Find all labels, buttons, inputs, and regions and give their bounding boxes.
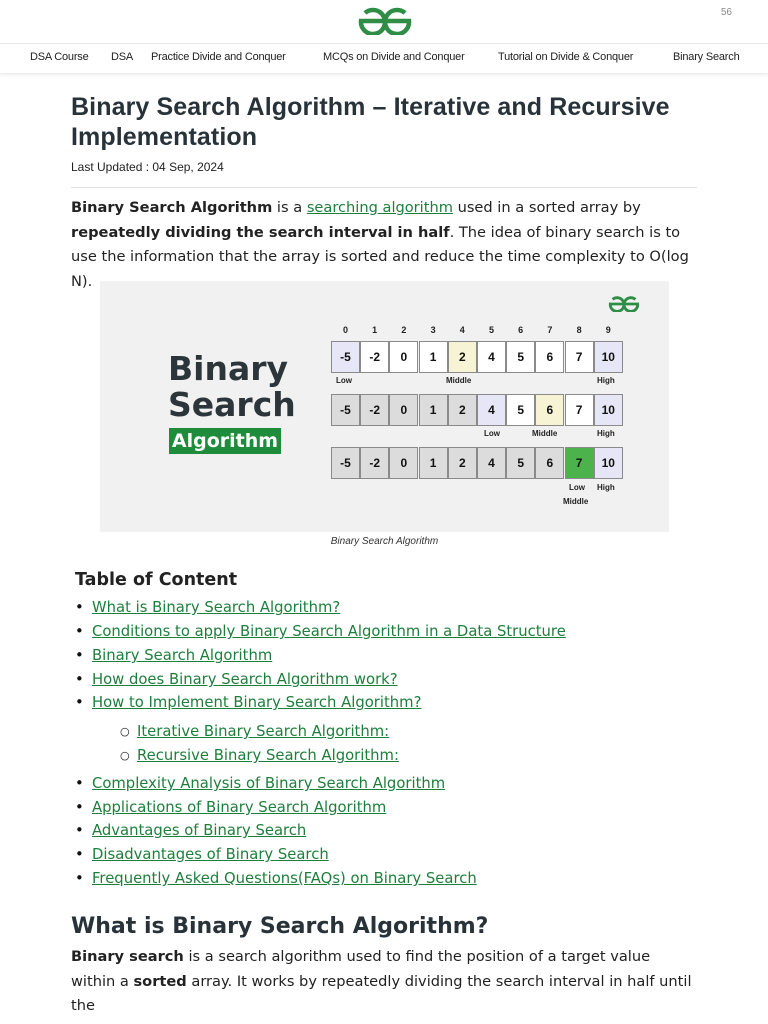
array-cell: 4: [477, 447, 506, 479]
array-cell: 7: [565, 341, 594, 373]
array-index: 8: [576, 325, 582, 335]
gfg-logo-icon: [608, 296, 640, 312]
toc-link-label: Binary Search Algorithm: [92, 647, 273, 664]
figure-word-binary: Binary: [168, 349, 289, 388]
array-cell: 5: [506, 447, 535, 479]
array-cell: 0: [389, 394, 418, 426]
page-title: Binary Search Algorithm – Iterative and Recursive Implementation: [71, 93, 670, 151]
toc-sublink[interactable]: [120, 747, 399, 764]
pointer-label: Low: [484, 429, 500, 438]
array-cell: 1: [419, 394, 448, 426]
array-cell: 0: [389, 341, 418, 373]
array-cell: -5: [331, 394, 360, 426]
toc-link[interactable]: [75, 599, 341, 616]
intro-text: . The idea of binary search is to use the information that the array is sorted and reduce the time complexity to O(log N).: [71, 223, 689, 290]
intro-text: is a: [272, 199, 307, 216]
divider: [71, 187, 697, 188]
array-cell: 0: [389, 447, 418, 479]
toc-link[interactable]: [75, 799, 387, 816]
gfg-logo-icon[interactable]: [357, 7, 413, 35]
intro-bold-term: Binary Search Algorithm: [71, 199, 273, 216]
searching-algorithm-link[interactable]: searching algorithm: [306, 199, 453, 216]
array-index: 2: [401, 325, 407, 335]
toc-link-label: How to Implement Binary Search Algorithm?: [92, 694, 422, 711]
nav-item-mcqs-divide-conquer[interactable]: MCQs on Divide and Conquer: [323, 51, 465, 63]
toc-link-label: Advantages of Binary Search: [92, 822, 307, 839]
array-index: 4: [459, 325, 465, 335]
nav-item-tutorial-divide-conquer[interactable]: Tutorial on Divide & Conquer: [498, 51, 634, 63]
bullet-icon: •: [75, 822, 84, 839]
toc-link-label: Complexity Analysis of Binary Search Algorithm: [92, 775, 446, 792]
array-index: 3: [430, 325, 436, 335]
nav-item-dsa-course[interactable]: DSA Course: [30, 51, 89, 63]
array-cell: -2: [360, 447, 389, 479]
pointer-label: Low: [569, 483, 585, 492]
array-cell: 10: [594, 341, 623, 373]
notification-count: 56: [720, 7, 732, 18]
toc-sublink[interactable]: [120, 723, 390, 740]
toc-link[interactable]: [75, 694, 422, 711]
pointer-label: Middle: [446, 376, 472, 385]
pointer-label: Low: [336, 376, 352, 385]
figure-caption: Binary Search Algorithm: [330, 536, 439, 547]
bullet-icon: •: [75, 775, 84, 792]
toc-link-label: Applications of Binary Search Algorithm: [92, 799, 387, 816]
toc-link[interactable]: [75, 846, 329, 863]
array-cell: 6: [535, 394, 564, 426]
array-index: 5: [488, 325, 494, 335]
bullet-icon: •: [75, 623, 84, 640]
section-text: is a search algorithm used to find the position of a target value within a: [71, 948, 651, 990]
array-cell: 4: [477, 341, 506, 373]
section-bold-sorted: sorted: [133, 972, 187, 990]
pointer-label: Middle: [563, 497, 589, 506]
bullet-icon: •: [75, 846, 84, 863]
bullet-icon: •: [75, 671, 84, 688]
pointer-label: Middle: [532, 429, 558, 438]
figure-badge-algorithm: Algorithm: [169, 428, 281, 454]
toc-link-label: Iterative Binary Search Algorithm:: [137, 723, 390, 740]
array-cell: 5: [506, 394, 535, 426]
toc-link-label: Disadvantages of Binary Search: [92, 846, 329, 863]
array-cell: -2: [360, 341, 389, 373]
section-text: array. It works by repeatedly dividing the search interval in half until the: [71, 972, 692, 1014]
toc-link[interactable]: [75, 647, 273, 664]
pointer-label: High: [597, 483, 615, 492]
array-cell: 2: [448, 394, 477, 426]
toc-link[interactable]: [75, 870, 477, 887]
toc-link-label: What is Binary Search Algorithm?: [92, 599, 341, 616]
toc-title: Table of Content: [75, 570, 238, 590]
array-cell: 1: [419, 341, 448, 373]
section-heading: What is Binary Search Algorithm?: [71, 914, 489, 939]
binary-search-figure: [100, 281, 669, 532]
top-header: [0, 0, 768, 43]
array-cell: -5: [331, 341, 360, 373]
bullet-icon: •: [75, 799, 84, 816]
bullet-icon: •: [75, 694, 84, 711]
nav-item-binary-search[interactable]: Binary Search: [673, 51, 740, 63]
array-cell: 4: [477, 394, 506, 426]
ring-bullet-icon: ○: [120, 749, 130, 762]
pointer-label: High: [597, 376, 615, 385]
array-index: 0: [342, 325, 348, 335]
array-index: 6: [518, 325, 524, 335]
pointer-label: High: [597, 429, 615, 438]
intro-bold-phrase: repeatedly dividing the search interval in half: [71, 223, 450, 241]
array-cell: 2: [448, 341, 477, 373]
figure-word-search: Search: [168, 385, 296, 424]
array-cell: 6: [535, 447, 564, 479]
array-cell: 10: [594, 447, 623, 479]
array-cell: 7: [565, 394, 594, 426]
array-cell: 1: [419, 447, 448, 479]
bullet-icon: •: [75, 647, 84, 664]
array-cell: 10: [594, 394, 623, 426]
nav-bar: [0, 43, 768, 73]
bullet-icon: •: [75, 599, 84, 616]
last-updated: Last Updated : 04 Sep, 2024: [71, 160, 224, 174]
ring-bullet-icon: ○: [120, 725, 130, 738]
array-cell: 2: [448, 447, 477, 479]
toc-link-label: Frequently Asked Questions(FAQs) on Binary Search: [92, 870, 477, 887]
array-index: 9: [605, 325, 611, 335]
array-index: 1: [372, 325, 378, 335]
toc-link[interactable]: [75, 775, 446, 792]
toc-link-label: Recursive Binary Search Algorithm:: [137, 747, 399, 764]
bullet-icon: •: [75, 870, 84, 887]
section-paragraph: [71, 945, 696, 1019]
toc-link-label: How does Binary Search Algorithm work?: [92, 671, 398, 688]
array-cell: 7: [565, 447, 594, 479]
array-cell: 6: [535, 341, 564, 373]
toc-link-label: Conditions to apply Binary Search Algorithm in a Data Structure: [92, 623, 566, 640]
array-cell: 5: [506, 341, 535, 373]
section-bold-term: Binary search: [71, 948, 184, 965]
toc-link[interactable]: [75, 671, 398, 688]
nav-item-dsa[interactable]: DSA: [111, 51, 134, 63]
array-cell: -5: [331, 447, 360, 479]
array-cell: -2: [360, 394, 389, 426]
toc-link[interactable]: [75, 623, 566, 640]
intro-text: used in a sorted array by: [452, 199, 641, 216]
toc-link[interactable]: [75, 822, 307, 839]
array-index: 7: [547, 325, 553, 335]
nav-item-practice-divide-conquer[interactable]: Practice Divide and Conquer: [151, 51, 286, 63]
intro-paragraph: [71, 196, 696, 294]
